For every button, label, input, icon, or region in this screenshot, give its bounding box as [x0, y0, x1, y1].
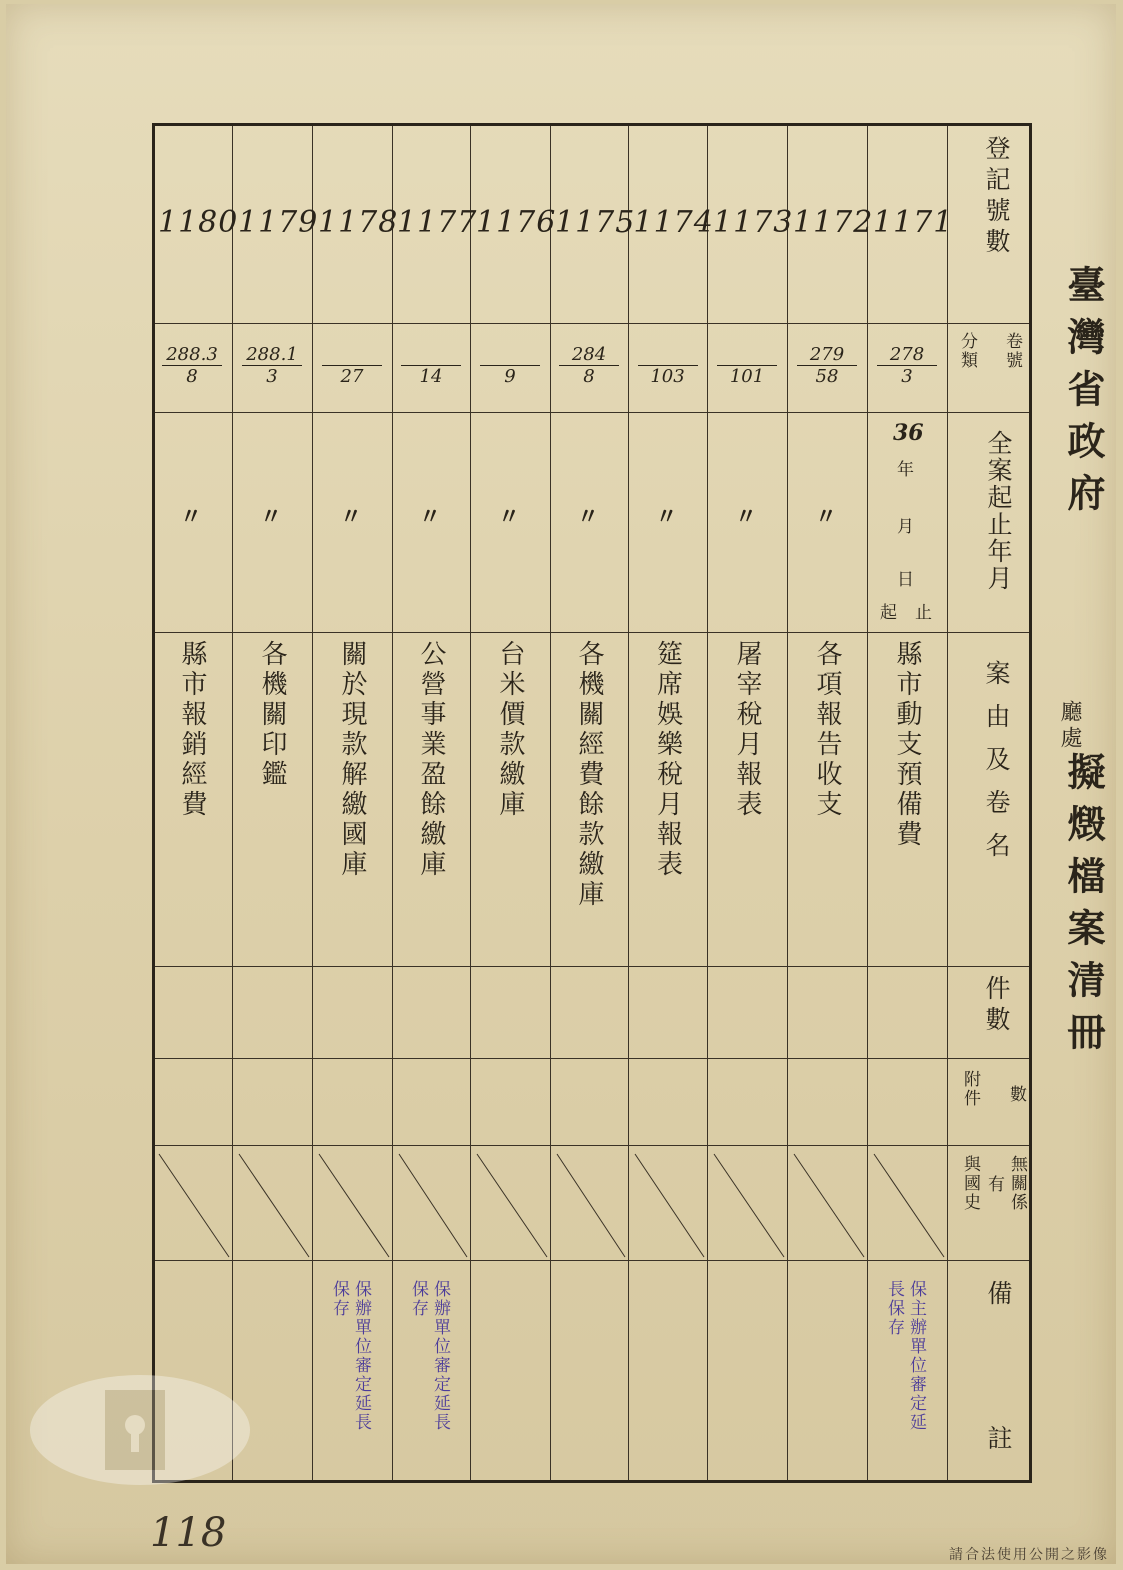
- register-number: 1172: [793, 205, 874, 240]
- row-divider: [155, 1260, 1029, 1261]
- column-divider: [550, 126, 551, 1480]
- header-count: 件數: [982, 975, 1011, 1037]
- date-value: 〃: [260, 504, 283, 530]
- register-number: 1174: [633, 205, 714, 240]
- register-number: 1179: [238, 205, 319, 240]
- no-relation-diagonal: [635, 1154, 704, 1257]
- date-value: 〃: [498, 504, 521, 530]
- no-relation-diagonal: [477, 1154, 547, 1257]
- case-subject: 公營事業盈餘繳庫: [416, 640, 446, 880]
- column-divider: [787, 126, 788, 1480]
- date-value: 〃: [735, 504, 758, 530]
- classification-code: 279: [797, 345, 857, 366]
- file-classification: [480, 345, 540, 388]
- case-subject: 台米價款繳庫: [495, 640, 525, 820]
- classification-code: 278: [877, 345, 937, 366]
- classification-code: [638, 345, 698, 366]
- classification-code: [717, 345, 777, 366]
- column-divider: [392, 126, 393, 1480]
- date-start-end-label: 起止: [880, 603, 950, 623]
- dept-label: 廳處: [1057, 700, 1082, 752]
- column-divider: [947, 126, 948, 1480]
- header-attachment-count: 數: [1006, 1085, 1026, 1104]
- volume-number: 8: [186, 366, 198, 387]
- register-number: 1176: [476, 205, 557, 240]
- classification-code: 288.3: [162, 345, 222, 366]
- retention-stamp: 保辦單位審定延長保存: [329, 1280, 371, 1432]
- date-year-label: 年: [897, 460, 916, 480]
- no-relation-diagonal: [557, 1154, 625, 1257]
- row-divider: [155, 323, 1029, 324]
- file-classification: [162, 345, 222, 388]
- volume-number: 58: [815, 366, 839, 387]
- file-classification: [401, 345, 461, 388]
- header-date-range: 全案起止年月: [984, 430, 1013, 592]
- header-history-related: 有: [984, 1175, 1004, 1194]
- header-national-history: 與國史: [960, 1155, 980, 1212]
- file-classification: [242, 345, 302, 388]
- case-subject: 縣市動支預備費: [892, 640, 922, 850]
- column-divider: [867, 126, 868, 1480]
- date-value: 36: [893, 420, 924, 446]
- retention-stamp: 保辦單位審定延長保存: [408, 1280, 450, 1432]
- column-divider: [628, 126, 629, 1480]
- volume-number: 9: [504, 366, 516, 387]
- date-day-label: 日: [897, 570, 916, 590]
- case-subject: 關於現款解繳國庫: [337, 640, 367, 880]
- case-subject: 各項報告收支: [812, 640, 842, 820]
- file-classification: [797, 345, 857, 388]
- case-subject: 各機關印鑑: [257, 640, 287, 790]
- no-relation-diagonal: [399, 1154, 467, 1257]
- header-remarks-bottom: 註: [984, 1425, 1013, 1456]
- register-number: 1180: [158, 205, 239, 240]
- row-divider: [155, 1058, 1029, 1059]
- header-classification: 分類: [957, 332, 977, 370]
- no-relation-diagonal: [239, 1154, 309, 1257]
- no-relation-diagonal: [159, 1154, 229, 1257]
- register-number: 1177: [397, 205, 478, 240]
- header-file-no: 卷號: [1002, 332, 1022, 370]
- retention-stamp: 保主辦單位審定延長保存: [884, 1280, 926, 1432]
- date-value: 〃: [577, 504, 600, 530]
- date-value: 〃: [815, 504, 838, 530]
- header-attachment: 附件: [960, 1070, 980, 1108]
- column-divider: [470, 126, 471, 1480]
- file-classification: [559, 345, 619, 388]
- file-classification: [717, 345, 777, 388]
- column-divider: [312, 126, 313, 1480]
- case-subject: 屠宰稅月報表: [732, 640, 762, 820]
- list-title: 擬燬檔案清冊: [1061, 752, 1106, 1064]
- no-relation-diagonal: [714, 1154, 784, 1257]
- volume-number: 3: [901, 366, 913, 387]
- file-classification: [322, 345, 382, 388]
- archive-watermark-logo: [20, 1360, 260, 1490]
- classification-code: 284: [559, 345, 619, 366]
- date-value: 〃: [655, 504, 678, 530]
- row-divider: [155, 966, 1029, 967]
- header-history-unrelated: 無關係: [1007, 1155, 1027, 1212]
- volume-number: 8: [583, 366, 595, 387]
- header-subject: 案由及卷名: [982, 660, 1011, 875]
- row-divider: [155, 632, 1029, 633]
- classification-code: [322, 345, 382, 366]
- date-value: 〃: [340, 504, 363, 530]
- volume-number: 103: [650, 366, 685, 387]
- date-month-label: 月: [897, 517, 916, 537]
- register-number: 1171: [873, 205, 954, 240]
- classification-code: [480, 345, 540, 366]
- case-subject: 各機關經費餘款繳庫: [574, 640, 604, 910]
- header-reg-no: 登記號數: [982, 135, 1011, 259]
- column-divider: [232, 126, 233, 1480]
- header-remarks-top: 備: [984, 1280, 1013, 1311]
- column-divider: [707, 126, 708, 1480]
- page-number: 118: [150, 1510, 227, 1556]
- org-title: 臺灣省政府: [1061, 265, 1106, 525]
- classification-code: [401, 345, 461, 366]
- file-classification: [877, 345, 937, 388]
- row-divider: [155, 1145, 1029, 1146]
- usage-notice: 請合法使用公開之影像: [949, 1547, 1109, 1563]
- no-relation-diagonal: [319, 1154, 389, 1257]
- register-number: 1175: [555, 205, 636, 240]
- classification-code: 288.1: [242, 345, 302, 366]
- volume-number: 101: [729, 366, 765, 387]
- case-subject: 縣市報銷經費: [177, 640, 207, 820]
- no-relation-diagonal: [874, 1154, 944, 1257]
- file-classification: [638, 345, 698, 388]
- register-number: 1178: [318, 205, 399, 240]
- no-relation-diagonal: [794, 1154, 864, 1257]
- volume-number: 3: [266, 366, 278, 387]
- row-divider: [155, 412, 1029, 413]
- case-subject: 筵席娛樂稅月報表: [652, 640, 683, 880]
- date-value: 〃: [180, 504, 203, 530]
- register-number: 1173: [713, 205, 794, 240]
- volume-number: 27: [340, 366, 364, 387]
- date-value: 〃: [419, 504, 442, 530]
- volume-number: 14: [419, 366, 443, 387]
